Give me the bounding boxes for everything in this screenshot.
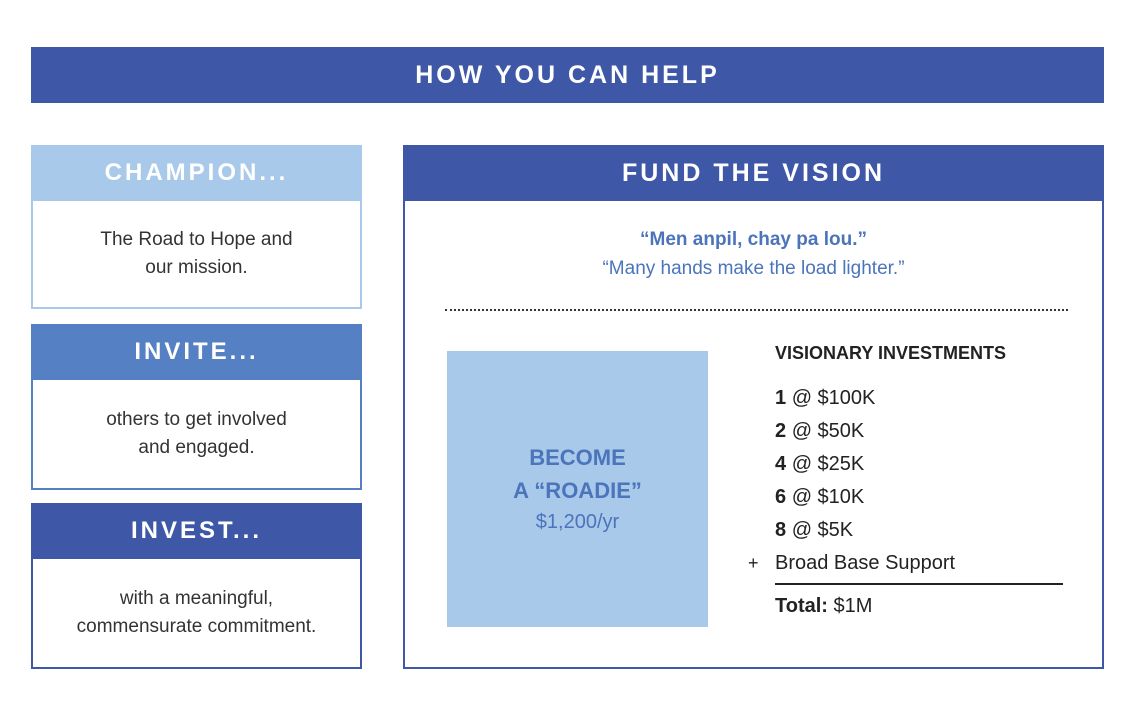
total-value: $1M: [833, 595, 873, 617]
visionary-investments-list: [748, 343, 1065, 621]
champion-card-body: [31, 201, 362, 309]
invest-card-header: INVEST...: [31, 503, 362, 559]
invite-card-header: INVITE...: [31, 324, 362, 380]
tier-count: 1: [775, 387, 787, 409]
invest-card-text-line1: with a meaningful,: [119, 588, 274, 609]
roadie-price: $1,200/yr: [535, 511, 620, 533]
tier-amount: @ $50K: [791, 420, 865, 442]
tier-count: 6: [775, 486, 787, 508]
invite-card: [31, 324, 362, 490]
tier-amount: @ $25K: [791, 453, 865, 475]
invest-card-body: [31, 559, 362, 669]
investment-tier: [775, 514, 1065, 547]
invite-card-text-line1: others to get involved: [106, 409, 287, 430]
roadie-line1: BECOME: [529, 445, 626, 470]
investments-title: VISIONARY INVESTMENTS: [775, 343, 1007, 363]
investment-tier: [775, 481, 1065, 514]
investment-tier: [775, 382, 1065, 415]
tier-count: 8: [775, 519, 787, 541]
invite-card-body: [31, 380, 362, 490]
roadie-line2: A “ROADIE”: [513, 478, 642, 503]
champion-card-text-line2: our mission.: [145, 257, 248, 278]
total-row: [775, 591, 1065, 621]
champion-card: [31, 145, 362, 309]
invite-card-text-line2: and engaged.: [138, 437, 255, 458]
fund-panel-header: FUND THE VISION: [403, 145, 1104, 201]
investment-tier: [775, 448, 1065, 481]
dotted-divider: [445, 309, 1068, 311]
broad-base-label: Broad Base Support: [775, 552, 956, 574]
become-roadie-box: [447, 351, 708, 627]
page-title: HOW YOU CAN HELP: [415, 60, 720, 89]
broad-base-row: [748, 547, 1065, 580]
invest-card: [31, 503, 362, 669]
tier-count: 4: [775, 453, 787, 475]
plus-sign: +: [748, 553, 759, 573]
creole-quote: “Men anpil, chay pa lou.”: [640, 229, 867, 250]
total-label: Total:: [775, 595, 828, 617]
champion-card-header: CHAMPION...: [31, 145, 362, 201]
tier-count: 2: [775, 420, 787, 442]
total-rule: [775, 583, 1063, 585]
fund-the-vision-panel: [403, 145, 1104, 669]
english-quote: “Many hands make the load lighter.”: [602, 258, 905, 279]
tier-amount: @ $10K: [791, 486, 865, 508]
champion-card-text-line1: The Road to Hope and: [100, 229, 293, 250]
investment-tier: [775, 415, 1065, 448]
tier-amount: @ $5K: [791, 519, 854, 541]
tier-amount: @ $100K: [791, 387, 876, 409]
page-title-banner: [31, 47, 1104, 103]
invest-card-text-line2: commensurate commitment.: [76, 616, 317, 637]
